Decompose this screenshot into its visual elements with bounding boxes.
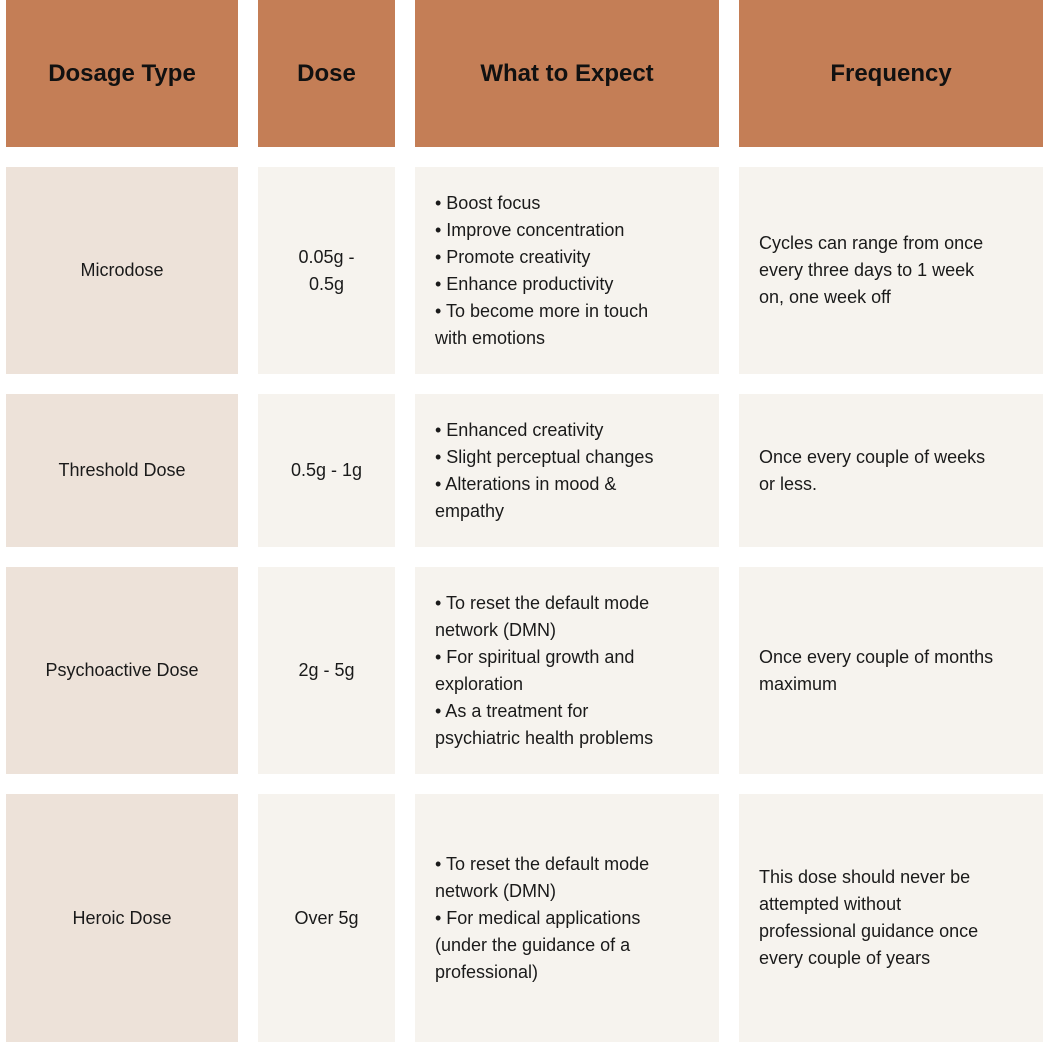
frequency-line: maximum <box>759 673 838 694</box>
dosage-type-label: Psychoactive Dose <box>45 660 199 680</box>
frequency-line: every three days to 1 week <box>759 260 975 280</box>
frequency-line: attempted without <box>759 894 902 914</box>
row-psychoactive-frequency <box>739 567 1043 774</box>
expect-line: psychiatric health problems <box>435 727 654 748</box>
expect-line: • Improve concentration <box>435 219 625 240</box>
row-microdose-type <box>6 167 238 374</box>
dosage-type-label: Microdose <box>80 260 164 280</box>
header-frequency <box>739 0 1043 147</box>
frequency-line: on, one week off <box>759 287 891 307</box>
expect-line: • For spiritual growth and <box>435 646 635 667</box>
expect-line: • Promote creativity <box>435 246 591 267</box>
dosage-type-label: Threshold Dose <box>58 460 186 480</box>
expect-line: • Slight perceptual changes <box>435 446 654 467</box>
dose-line: 0.5g <box>308 273 345 294</box>
expect-line: (under the guidance of a <box>435 934 631 955</box>
header-dose-label: Dose <box>297 60 356 87</box>
row-heroic-type <box>6 794 238 1042</box>
row-microdose-expect <box>415 167 719 374</box>
expect-line: • For medical applications <box>435 907 641 928</box>
header-dosage-type-label: Dosage Type <box>48 59 196 87</box>
row-threshold-dose <box>258 394 395 547</box>
row-microdose-frequency <box>739 167 1043 374</box>
expect-line: network (DMN) <box>435 880 557 901</box>
row-psychoactive-dose <box>258 567 395 774</box>
frequency-line: Once every couple of months <box>759 646 994 667</box>
expect-line: • Enhance productivity <box>435 273 614 294</box>
row-psychoactive-expect <box>415 567 719 774</box>
frequency-line: professional guidance once <box>759 921 979 941</box>
expect-line: • To reset the default mode <box>435 853 650 874</box>
dose-line: Over 5g <box>294 907 359 928</box>
frequency-line: Cycles can range from once <box>759 233 984 253</box>
header-frequency-label: Frequency <box>830 60 952 87</box>
dosage-type-label: Heroic Dose <box>72 907 172 928</box>
expect-line: • As a treatment for <box>435 700 589 721</box>
frequency-line: Once every couple of weeks <box>759 446 986 467</box>
expect-line: • Alterations in mood & <box>435 473 617 494</box>
row-heroic-expect <box>415 794 719 1042</box>
expect-line: empathy <box>435 500 505 521</box>
row-heroic-dose <box>258 794 395 1042</box>
expect-line: • To reset the default mode <box>435 592 650 613</box>
expect-line: • To become more in touch <box>435 300 649 321</box>
expect-line: • Boost focus <box>435 192 541 213</box>
row-microdose-dose <box>258 167 395 374</box>
frequency-line: This dose should never be <box>759 867 971 887</box>
header-dose <box>258 0 395 147</box>
dose-line: 0.05g - <box>298 246 355 267</box>
row-threshold-expect <box>415 394 719 547</box>
expect-line: with emotions <box>435 327 546 348</box>
expect-line: • Enhanced creativity <box>435 419 604 440</box>
expect-line: professional) <box>435 961 539 982</box>
row-threshold-type <box>6 394 238 547</box>
row-threshold-frequency <box>739 394 1043 547</box>
header-what-to-expect-label: What to Expect <box>480 60 654 87</box>
expect-line: exploration <box>435 673 524 694</box>
header-what-to-expect <box>415 0 719 147</box>
dose-line: 0.5g - 1g <box>290 460 363 480</box>
header-dosage-type <box>6 0 238 147</box>
dose-line: 2g - 5g <box>298 660 355 680</box>
row-heroic-frequency <box>739 794 1043 1042</box>
frequency-line: every couple of years <box>759 948 931 968</box>
expect-line: network (DMN) <box>435 619 557 640</box>
row-psychoactive-type <box>6 567 238 774</box>
frequency-line: or less. <box>759 473 818 494</box>
